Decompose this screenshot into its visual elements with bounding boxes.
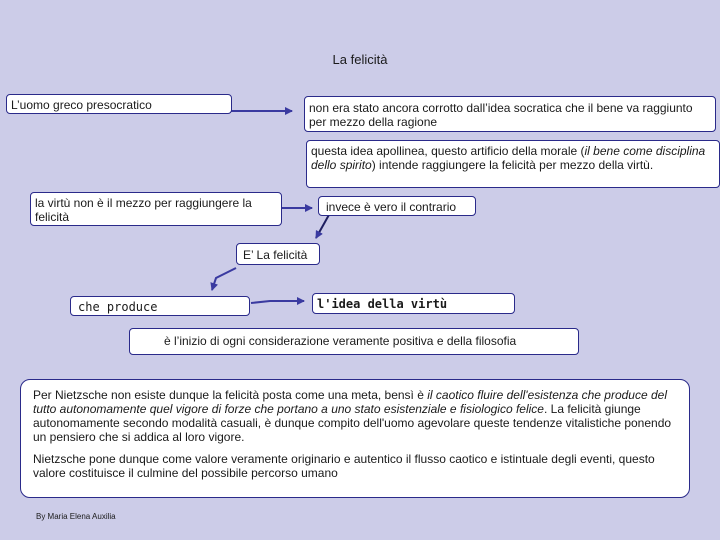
nietzsche-p1-italic: il caotico fluire dell'esistenza che produce del tutto autonomamente quel vigore di forze che portano a uno stato esistenziale e fisiologico felice <box>33 388 667 416</box>
apollinea-text-end: ) intende raggiungere la felicità per mezzo della virtù. <box>371 158 654 172</box>
box-e-la-felicita: E’ La felicità <box>236 243 320 265</box>
box-nietzsche <box>20 379 690 498</box>
apollinea-text-italic: il bene come disciplina dello spirito <box>311 144 706 172</box>
box-idea-virtu: l'idea della virtù <box>312 293 515 314</box>
box-non-corrotto: non era stato ancora corrotto dall’idea socratica che il bene va raggiunto per mezzo della ragione <box>304 96 716 132</box>
nietzsche-p1-start: Per Nietzsche non esiste dunque la felicità posta come una meta, bensì è <box>33 388 428 402</box>
box-uomo-greco: L’uomo greco presocratico <box>6 94 232 114</box>
box-che-produce: che produce <box>70 296 250 316</box>
arrow-invece-to-felicita <box>316 213 330 238</box>
box-invece: invece è vero il contrario <box>318 196 476 216</box>
nietzsche-paragraph-1 <box>33 388 677 444</box>
box-idea-apollinea <box>306 140 720 188</box>
nietzsche-paragraph-2: Nietzsche pone dunque come valore veramente originario e autentico il flusso caotico e istintuale degli eventi, questo valore costituisce il culmine del possibile percorso umano <box>33 452 655 480</box>
nietzsche-p1-end: . La felicità giunge autonomamente secondo modalità casuali, è dunque compito dell'uomo agevolare queste tendenze vitalistiche ponendo un pensiero che si addica al loro vigore. <box>33 402 672 444</box>
page-title: La felicità <box>332 52 388 67</box>
apollinea-text-start: questa idea apollinea, questo artificio della morale ( <box>311 144 585 158</box>
author-credit: By Maria Elena Auxilia <box>36 512 116 521</box>
arrow-che-produce-to-idea <box>251 301 304 303</box>
box-inizio: è l’inizio di ogni considerazione veramente positiva e della filosofia <box>129 328 579 355</box>
box-virtu-mezzo: la virtù non è il mezzo per raggiungere la felicità <box>30 192 282 226</box>
arrow-felicita-to-che-produce <box>212 268 236 290</box>
